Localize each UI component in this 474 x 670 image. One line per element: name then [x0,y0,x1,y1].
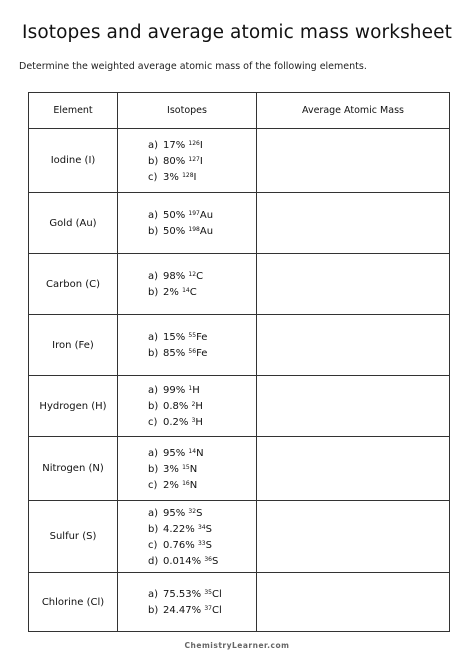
isotope-mass-number: 33 [197,539,206,547]
isotope-letter: c) [148,539,158,551]
isotope-percent: 99% [163,385,186,396]
isotope-item [148,137,203,153]
footer-brand: ChemistryLearner.com [184,641,290,650]
isotope-letter: c) [148,479,158,491]
isotope-item [148,477,204,493]
isotope-item [148,445,204,461]
isotope-item [148,153,203,169]
isotope-mass-number: 55 [188,332,197,339]
isotope-item [148,207,213,223]
header-average-atomic-mass: Average Atomic Mass [257,93,450,129]
isotope-list [148,586,222,618]
isotope-list [148,445,204,493]
header-element: Element [29,93,118,129]
isotope-mass-number: 14 [188,447,197,455]
isotope-item [148,461,204,477]
isotope-percent: 75.53% [163,589,202,600]
isotope-symbol: H [195,417,203,428]
isotope-item [148,223,213,239]
element-name: Sulfur (S) [29,501,118,573]
isotope-mass-number: 16 [182,479,190,487]
isotope-mass-number: 128 [182,171,194,179]
table-row [29,501,450,573]
isotope-mass-number: 3 [191,417,196,424]
answer-cell[interactable] [257,501,450,573]
isotope-symbol: I [199,155,203,167]
isotope-item [148,505,218,521]
isotopes-cell [118,193,257,254]
isotope-letter: b) [148,401,159,412]
isotope-mass-number: 127 [188,155,200,163]
element-name: Hydrogen (H) [29,376,118,437]
isotope-item [148,398,203,414]
answer-cell[interactable] [257,193,450,254]
table-row [29,376,450,437]
isotope-percent: 50% [163,210,186,221]
element-name: Gold (Au) [29,193,118,254]
isotope-list [148,329,207,361]
isotope-mass-number: 126 [188,139,200,147]
table-row [29,193,450,254]
header-isotopes: Isotopes [118,93,257,129]
isotopes-cell [118,254,257,315]
worksheet-title: Isotopes and average atomic mass worksheet [22,22,452,43]
isotope-mass-number: 1 [188,385,193,392]
isotope-symbol: C [196,271,204,282]
isotope-percent: 85% [163,348,186,359]
isotope-letter: a) [148,332,159,343]
isotope-mass-number: 12 [188,271,197,278]
isotope-item [148,586,222,602]
isotope-symbol: Au [199,226,214,237]
isotope-letter: b) [148,155,159,167]
isotope-letter: b) [148,348,159,359]
isotope-list [148,382,203,430]
isotope-item [148,537,218,553]
isotope-letter: a) [148,210,159,221]
isotopes-cell [118,573,257,632]
isotope-percent: 50% [163,226,186,237]
isotope-symbol: S [205,539,212,551]
isotope-letter: b) [148,287,159,298]
isotope-letter: a) [148,271,159,282]
isotope-symbol: C [189,287,197,298]
isotope-item [148,382,203,398]
isotope-percent: 0.014% [163,555,202,567]
answer-cell[interactable] [257,254,450,315]
isotope-percent: 4.22% [163,523,195,535]
isotopes-cell [118,501,257,573]
isotope-percent: 2% [163,287,179,298]
isotope-percent: 3% [163,463,179,475]
isotope-symbol: H [195,401,203,412]
element-name: Chlorine (Cl) [29,573,118,632]
isotopes-cell [118,437,257,501]
isotope-symbol: Cl [211,589,222,600]
isotope-item [148,169,203,185]
isotope-letter: d) [148,555,159,567]
isotope-list [148,268,203,300]
isotope-percent: 95% [163,447,186,459]
table-row [29,315,450,376]
isotope-item [148,345,207,361]
isotope-item [148,329,207,345]
isotope-symbol: N [189,479,198,491]
isotope-item [148,284,203,300]
isotope-symbol: Fe [196,332,208,343]
isotope-letter: a) [148,589,159,600]
isotope-letter: c) [148,417,158,428]
isotope-percent: 0.8% [163,401,189,412]
isotope-item [148,602,222,618]
isotope-mass-number: 15 [182,463,190,471]
answer-cell[interactable] [257,315,450,376]
answer-cell[interactable] [257,376,450,437]
element-name: Iron (Fe) [29,315,118,376]
table-row [29,254,450,315]
isotope-letter: a) [148,507,159,519]
isotope-list [148,207,213,239]
isotope-symbol: I [193,171,197,183]
isotope-symbol: I [199,139,203,151]
isotope-mass-number: 198 [188,226,200,233]
element-name: Carbon (C) [29,254,118,315]
isotope-symbol: S [196,507,203,519]
isotope-item [148,414,203,430]
isotope-percent: 98% [163,271,186,282]
isotope-letter: b) [148,463,159,475]
answer-cell[interactable] [257,437,450,501]
table-row [29,573,450,632]
isotope-letter: b) [148,605,159,616]
isotope-symbol: Au [199,210,214,221]
isotope-symbol: S [205,523,212,535]
table-header-row [29,93,450,129]
isotope-letter: a) [148,139,159,151]
isotope-letter: b) [148,523,159,535]
isotope-letter: c) [148,171,158,183]
table-row [29,129,450,193]
isotope-item [148,553,218,569]
table-row [29,437,450,501]
isotopes-cell [118,315,257,376]
isotope-letter: a) [148,447,159,459]
element-name: Iodine (I) [29,129,118,193]
isotope-mass-number: 35 [204,589,212,596]
isotope-list [148,505,218,569]
isotope-symbol: Cl [211,605,222,616]
isotope-list [148,137,203,185]
isotope-symbol: N [189,463,198,475]
isotope-percent: 15% [163,332,186,343]
isotope-letter: a) [148,385,159,396]
isotope-percent: 24.47% [163,605,202,616]
isotope-mass-number: 197 [188,210,200,217]
isotope-symbol: N [196,447,204,459]
isotope-mass-number: 14 [182,287,190,294]
isotope-mass-number: 37 [204,605,212,612]
isotope-symbol: H [192,385,200,396]
instruction-text: Determine the weighted average atomic mass of the following elements. [19,61,367,72]
isotope-mass-number: 32 [188,507,197,515]
isotope-letter: b) [148,226,159,237]
isotope-percent: 95% [163,507,186,519]
isotope-item [148,268,203,284]
isotope-mass-number: 34 [197,523,206,531]
worksheet-table [28,92,450,632]
isotope-percent: 0.76% [163,539,195,551]
answer-cell[interactable] [257,573,450,632]
isotope-percent: 80% [163,155,186,167]
answer-cell[interactable] [257,129,450,193]
isotope-mass-number: 2 [191,401,196,408]
isotope-item [148,521,218,537]
isotope-percent: 17% [163,139,186,151]
isotope-symbol: Fe [196,348,208,359]
isotope-symbol: S [211,555,219,567]
isotope-mass-number: 36 [204,555,212,563]
isotopes-cell [118,129,257,193]
isotope-mass-number: 56 [188,348,197,355]
isotopes-cell [118,376,257,437]
isotope-percent: 2% [163,479,179,491]
table-body [29,129,450,632]
isotope-percent: 0.2% [163,417,189,428]
element-name: Nitrogen (N) [29,437,118,501]
isotope-percent: 3% [163,171,179,183]
